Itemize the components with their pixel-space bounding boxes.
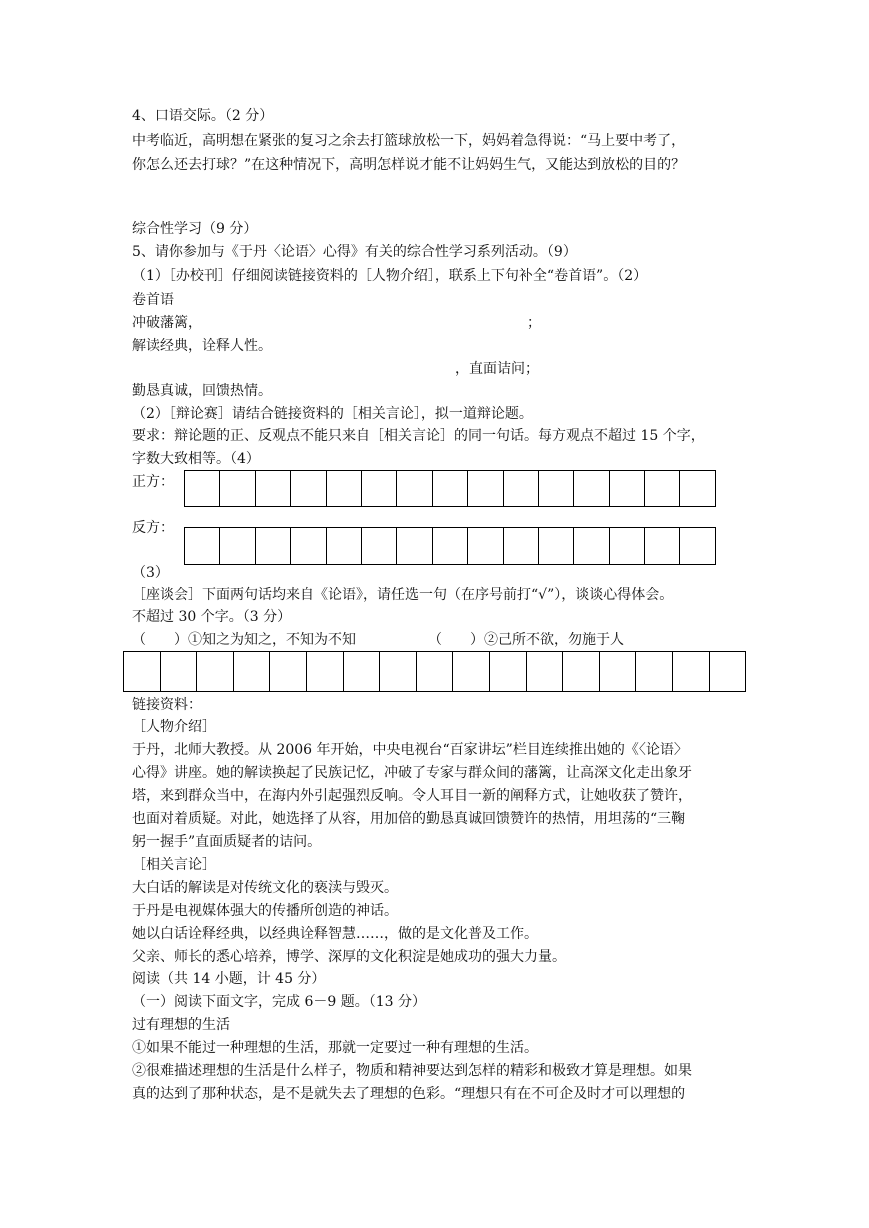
q5-req2: 字数大致相等。（4） bbox=[132, 451, 260, 467]
answer-cell[interactable] bbox=[197, 652, 234, 691]
answer-cell[interactable] bbox=[468, 528, 503, 564]
renwu-line: 也面对着质疑。对此，她选择了从容，用加倍的勤恳真诚回馈赞许的热情，用坦荡的“三鞠 bbox=[132, 811, 686, 827]
answer-cell[interactable] bbox=[600, 652, 637, 691]
q5-title: 5、请你参加与《于丹〈论语〉心得》有关的综合性学习系列活动。（9） bbox=[132, 244, 577, 260]
yanlun-line: 大白话的解读是对传统文化的亵渎与毁灭。 bbox=[132, 880, 398, 896]
answer-cell[interactable] bbox=[327, 528, 362, 564]
renwu-heading: ［人物介绍］ bbox=[132, 719, 216, 735]
essay-paragraph-1: ①如果不能过一种理想的生活，那就一定要过一种有理想的生活。 bbox=[132, 1040, 538, 1056]
option-2[interactable]: （ ）②己所不欲，勿施于人 bbox=[428, 632, 624, 648]
answer-cell[interactable] bbox=[574, 528, 609, 564]
yanlun-line: 父亲、师长的悉心培养，博学、深厚的文化积淀是她成功的强大力量。 bbox=[132, 949, 566, 965]
answer-cell[interactable] bbox=[453, 652, 490, 691]
answer-cell[interactable] bbox=[563, 652, 600, 691]
yanlun-heading: ［相关言论］ bbox=[132, 857, 216, 873]
answer-cell[interactable] bbox=[234, 652, 271, 691]
answer-cell[interactable] bbox=[220, 528, 255, 564]
opinion-answer-grid[interactable] bbox=[123, 651, 746, 692]
fanfang-label: 反方： bbox=[132, 520, 174, 536]
answer-cell[interactable] bbox=[710, 652, 747, 691]
answer-cell[interactable] bbox=[185, 471, 220, 506]
answer-cell[interactable] bbox=[673, 652, 710, 691]
answer-cell[interactable] bbox=[185, 528, 220, 564]
link-title: 链接资料： bbox=[132, 697, 202, 713]
answer-cell[interactable] bbox=[291, 528, 326, 564]
answer-cell[interactable] bbox=[433, 471, 468, 506]
essay-title: 过有理想的生活 bbox=[132, 1017, 230, 1033]
q5-part2: （2）［辩论赛］请结合链接资料的［相关言论］，拟一道辩论题。 bbox=[132, 406, 533, 422]
renwu-line: 于丹，北师大教授。从 2006 年开始，中央电视台“百家讲坛”栏目连续推出她的《〈论语〉 bbox=[132, 742, 688, 758]
reading-subtitle: （一）阅读下面文字，完成 6－9 题。（13 分） bbox=[132, 994, 426, 1010]
essay-paragraph-2-line1: ②很难描述理想的生活是什么样子，物质和精神要达到怎样的精彩和极致才算是理想。如果 bbox=[132, 1063, 692, 1079]
answer-cell[interactable] bbox=[344, 652, 381, 691]
answer-cell[interactable] bbox=[291, 471, 326, 506]
section-title: 综合性学习（9 分） bbox=[132, 221, 258, 237]
poem-line1 bbox=[132, 313, 202, 333]
answer-cell[interactable] bbox=[574, 471, 609, 506]
answer-cell[interactable] bbox=[417, 652, 454, 691]
answer-cell[interactable] bbox=[680, 471, 715, 506]
answer-cell[interactable] bbox=[527, 652, 564, 691]
answer-cell[interactable] bbox=[539, 471, 574, 506]
answer-cell[interactable] bbox=[220, 471, 255, 506]
zuotan-line1: ［座谈会］下面两句话均来自《论语》，请任选一句（在序号前打“√”），谈谈心得体会。 bbox=[132, 587, 674, 603]
q4-title: 4、口语交际。（2 分） bbox=[132, 108, 274, 124]
poem-line1-start: 冲破藩篱， bbox=[132, 315, 202, 331]
poem-line3: ，直面诘问； bbox=[455, 361, 539, 377]
renwu-line: 塔，来到群众当中，在海内外引起强烈反响。令人耳目一新的阐释方式，让她收获了赞许， bbox=[132, 788, 692, 804]
answer-cell[interactable] bbox=[645, 528, 680, 564]
answer-cell[interactable] bbox=[645, 471, 680, 506]
poem-line4: 勤恳真诚，回馈热情。 bbox=[132, 383, 272, 399]
answer-cell[interactable] bbox=[362, 471, 397, 506]
answer-cell[interactable] bbox=[539, 528, 574, 564]
zuotan-line2: 不超过 30 个字。（3 分） bbox=[132, 609, 292, 625]
renwu-line: 躬一握手”直面质疑者的诘问。 bbox=[132, 834, 322, 850]
q4-line2: 你怎么还去打球？”在这种情况下，高明怎样说才能不让妈妈生气，又能达到放松的目的？ bbox=[132, 157, 686, 173]
answer-cell[interactable] bbox=[124, 652, 161, 691]
q5-req1: 要求：辩论题的正、反观点不能只来自［相关言论］的同一句话。每方观点不超过 15 个字， bbox=[132, 428, 705, 444]
fanfang-answer-grid[interactable] bbox=[184, 527, 716, 565]
reading-title: 阅读（共 14 小题，计 45 分） bbox=[132, 971, 326, 987]
zhengfang-answer-grid[interactable] bbox=[184, 470, 716, 507]
yanlun-line: 于丹是电视媒体强大的传播所创造的神话。 bbox=[132, 903, 398, 919]
answer-cell[interactable] bbox=[327, 471, 362, 506]
poem-line1-end: ； bbox=[527, 315, 541, 331]
answer-cell[interactable] bbox=[680, 528, 715, 564]
answer-cell[interactable] bbox=[307, 652, 344, 691]
q5-part1: （1）［办校刊］仔细阅读链接资料的［人物介绍］，联系上下句补全“卷首语”。（2） bbox=[132, 268, 648, 284]
answer-cell[interactable] bbox=[433, 528, 468, 564]
renwu-line: 心得》讲座。她的解读换起了民族记忆，冲破了专家与群众间的藩篱，让高深文化走出象牙 bbox=[132, 765, 692, 781]
poem-line2: 解读经典，诠释人性。 bbox=[132, 338, 272, 354]
q5-part3: （3） bbox=[132, 565, 169, 581]
answer-cell[interactable] bbox=[397, 528, 432, 564]
answer-cell[interactable] bbox=[161, 652, 198, 691]
answer-cell[interactable] bbox=[610, 471, 645, 506]
answer-cell[interactable] bbox=[636, 652, 673, 691]
zhengfang-label: 正方： bbox=[132, 474, 174, 490]
yanlun-line: 她以白话诠释经典，以经典诠释智慧……，做的是文化普及工作。 bbox=[132, 926, 538, 942]
juanshou-heading: 卷首语 bbox=[132, 292, 174, 308]
answer-cell[interactable] bbox=[504, 528, 539, 564]
answer-cell[interactable] bbox=[256, 471, 291, 506]
answer-cell[interactable] bbox=[380, 652, 417, 691]
answer-cell[interactable] bbox=[504, 471, 539, 506]
answer-cell[interactable] bbox=[397, 471, 432, 506]
q4-line1: 中考临近，高明想在紧张的复习之余去打篮球放松一下，妈妈着急得说：“马上要中考了， bbox=[132, 133, 686, 149]
answer-cell[interactable] bbox=[362, 528, 397, 564]
option-1[interactable]: （ ）①知之为知之，不知为不知 bbox=[132, 632, 356, 648]
answer-cell[interactable] bbox=[256, 528, 291, 564]
essay-paragraph-2-line2: 真的达到了那种状态，是不是就失去了理想的色彩。“理想只有在不可企及时才可以理想的 bbox=[132, 1086, 686, 1102]
answer-cell[interactable] bbox=[610, 528, 645, 564]
answer-cell[interactable] bbox=[270, 652, 307, 691]
answer-cell[interactable] bbox=[490, 652, 527, 691]
answer-cell[interactable] bbox=[468, 471, 503, 506]
